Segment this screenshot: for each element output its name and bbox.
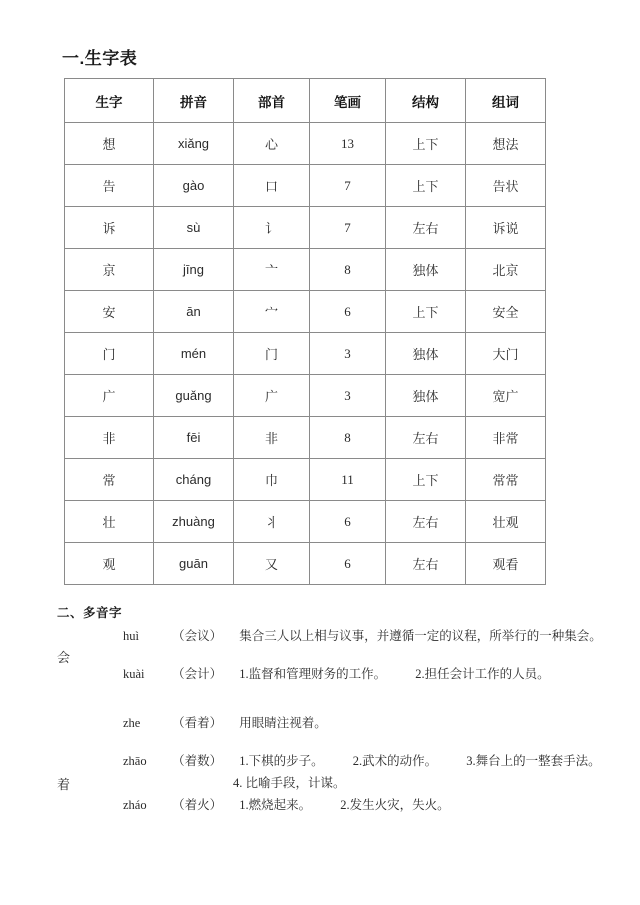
entry-definitions [239, 663, 549, 685]
cell-pinyin: jīng [154, 249, 234, 291]
cell-radical: 讠 [234, 207, 310, 249]
cell-radical: 非 [234, 417, 310, 459]
cell-structure: 独体 [386, 375, 466, 417]
cell-radical: 广 [234, 375, 310, 417]
section-1-title: 一.生字表 [62, 49, 138, 68]
polyphone-group-zhe [57, 712, 617, 816]
definition-item: 1.监督和管理财务的工作。 [239, 667, 387, 681]
entry-pinyin: kuài [123, 667, 145, 681]
entry-definitions [239, 750, 600, 772]
table-row [65, 501, 546, 543]
cell-character: 广 [65, 375, 154, 417]
table-header-row [65, 79, 546, 123]
definition-item: 2.担任会计工作的人员。 [415, 667, 550, 681]
cell-word: 诉说 [466, 207, 546, 249]
cell-word: 壮观 [466, 501, 546, 543]
cell-structure: 独体 [386, 333, 466, 375]
cell-radical: 巾 [234, 459, 310, 501]
definition-continuation: 4. 比喻手段，计谋。 [233, 776, 346, 790]
cell-strokes: 6 [310, 291, 386, 333]
cell-character: 门 [65, 333, 154, 375]
cell-word: 告状 [466, 165, 546, 207]
definition-item: 3.舞台上的一整套手法。 [466, 754, 601, 768]
polyphone-entry [123, 625, 617, 647]
cell-word: 安全 [466, 291, 546, 333]
cell-word: 观看 [466, 543, 546, 585]
column-header-strokes: 笔画 [310, 79, 386, 123]
cell-radical: 门 [234, 333, 310, 375]
definition-item: 1.燃烧起来。 [239, 798, 312, 812]
cell-word: 非常 [466, 417, 546, 459]
definition-item: 用眼睛注视着。 [239, 716, 327, 730]
cell-strokes: 11 [310, 459, 386, 501]
polyphone-character-hui: 会 [57, 650, 71, 665]
cell-structure: 左右 [386, 417, 466, 459]
entry-example-word: （着数） [172, 754, 223, 768]
cell-character: 想 [65, 123, 154, 165]
cell-structure: 上下 [386, 165, 466, 207]
polyphone-entry [123, 712, 617, 734]
cell-pinyin: xiǎng [154, 123, 234, 165]
column-header-character: 生字 [65, 79, 154, 123]
cell-structure: 独体 [386, 249, 466, 291]
cell-strokes: 7 [310, 207, 386, 249]
cell-word: 想法 [466, 123, 546, 165]
entry-definitions [239, 625, 602, 647]
column-header-structure: 结构 [386, 79, 466, 123]
table-body [65, 123, 546, 585]
entry-definitions [239, 794, 449, 816]
column-header-word: 组词 [466, 79, 546, 123]
table-row [65, 375, 546, 417]
entry-pinyin: zhāo [123, 754, 147, 768]
cell-radical: 口 [234, 165, 310, 207]
polyphone-entry [123, 794, 617, 816]
cell-radical: 亠 [234, 249, 310, 291]
cell-strokes: 13 [310, 123, 386, 165]
cell-radical: 宀 [234, 291, 310, 333]
cell-word: 大门 [466, 333, 546, 375]
definition-item: 2.武术的动作。 [352, 754, 438, 768]
cell-strokes: 8 [310, 417, 386, 459]
cell-structure: 左右 [386, 207, 466, 249]
polyphone-entry [123, 663, 617, 685]
cell-radical: 心 [234, 123, 310, 165]
cell-strokes: 3 [310, 333, 386, 375]
cell-pinyin: ān [154, 291, 234, 333]
cell-structure: 上下 [386, 123, 466, 165]
table-row [65, 459, 546, 501]
cell-word: 北京 [466, 249, 546, 291]
definition-item: 2.发生火灾，失火。 [340, 798, 450, 812]
table-row [65, 333, 546, 375]
cell-pinyin: mén [154, 333, 234, 375]
table-row [65, 417, 546, 459]
entry-definitions [239, 712, 327, 734]
table-row [65, 123, 546, 165]
cell-strokes: 3 [310, 375, 386, 417]
entry-example-word: （看着） [172, 716, 223, 730]
cell-structure: 左右 [386, 501, 466, 543]
table-row [65, 291, 546, 333]
column-header-pinyin: 拼音 [154, 79, 234, 123]
cell-pinyin: cháng [154, 459, 234, 501]
cell-strokes: 6 [310, 501, 386, 543]
entry-example-word: （会议） [172, 629, 223, 643]
cell-pinyin: gào [154, 165, 234, 207]
cell-word: 常常 [466, 459, 546, 501]
polyphone-character-zhe: 着 [57, 777, 71, 792]
cell-word: 宽广 [466, 375, 546, 417]
entry-example-word: （会计） [172, 667, 223, 681]
cell-strokes: 7 [310, 165, 386, 207]
polyphone-group-hui [57, 625, 617, 685]
definition-item: 1.下棋的步子。 [239, 754, 324, 768]
cell-pinyin: zhuàng [154, 501, 234, 543]
column-header-radical: 部首 [234, 79, 310, 123]
cell-structure: 上下 [386, 459, 466, 501]
cell-pinyin: sù [154, 207, 234, 249]
cell-structure: 上下 [386, 291, 466, 333]
entry-pinyin: huì [123, 629, 139, 643]
cell-strokes: 8 [310, 249, 386, 291]
cell-character: 非 [65, 417, 154, 459]
cell-pinyin: fēi [154, 417, 234, 459]
cell-strokes: 6 [310, 543, 386, 585]
cell-character: 常 [65, 459, 154, 501]
cell-character: 壮 [65, 501, 154, 543]
cell-radical: 丬 [234, 501, 310, 543]
cell-pinyin: guǎng [154, 375, 234, 417]
entry-pinyin: zháo [123, 798, 147, 812]
entry-pinyin: zhe [123, 716, 141, 730]
table-row [65, 207, 546, 249]
cell-character: 观 [65, 543, 154, 585]
cell-structure: 左右 [386, 543, 466, 585]
cell-character: 诉 [65, 207, 154, 249]
definition-item: 集合三人以上相与议事，并遵循一定的议程，所举行的一种集会。 [239, 629, 602, 643]
entry-example-word: （着火） [172, 798, 223, 812]
cell-character: 告 [65, 165, 154, 207]
entry-spacer [57, 647, 617, 663]
table-row [65, 165, 546, 207]
table-row [65, 543, 546, 585]
section-2-title: 二、多音字 [57, 606, 123, 620]
polyphone-entry [123, 750, 617, 772]
entry-spacer [57, 734, 617, 750]
new-characters-table [64, 78, 546, 585]
cell-character: 安 [65, 291, 154, 333]
cell-pinyin: guān [154, 543, 234, 585]
cell-character: 京 [65, 249, 154, 291]
table-row [65, 249, 546, 291]
cell-radical: 又 [234, 543, 310, 585]
